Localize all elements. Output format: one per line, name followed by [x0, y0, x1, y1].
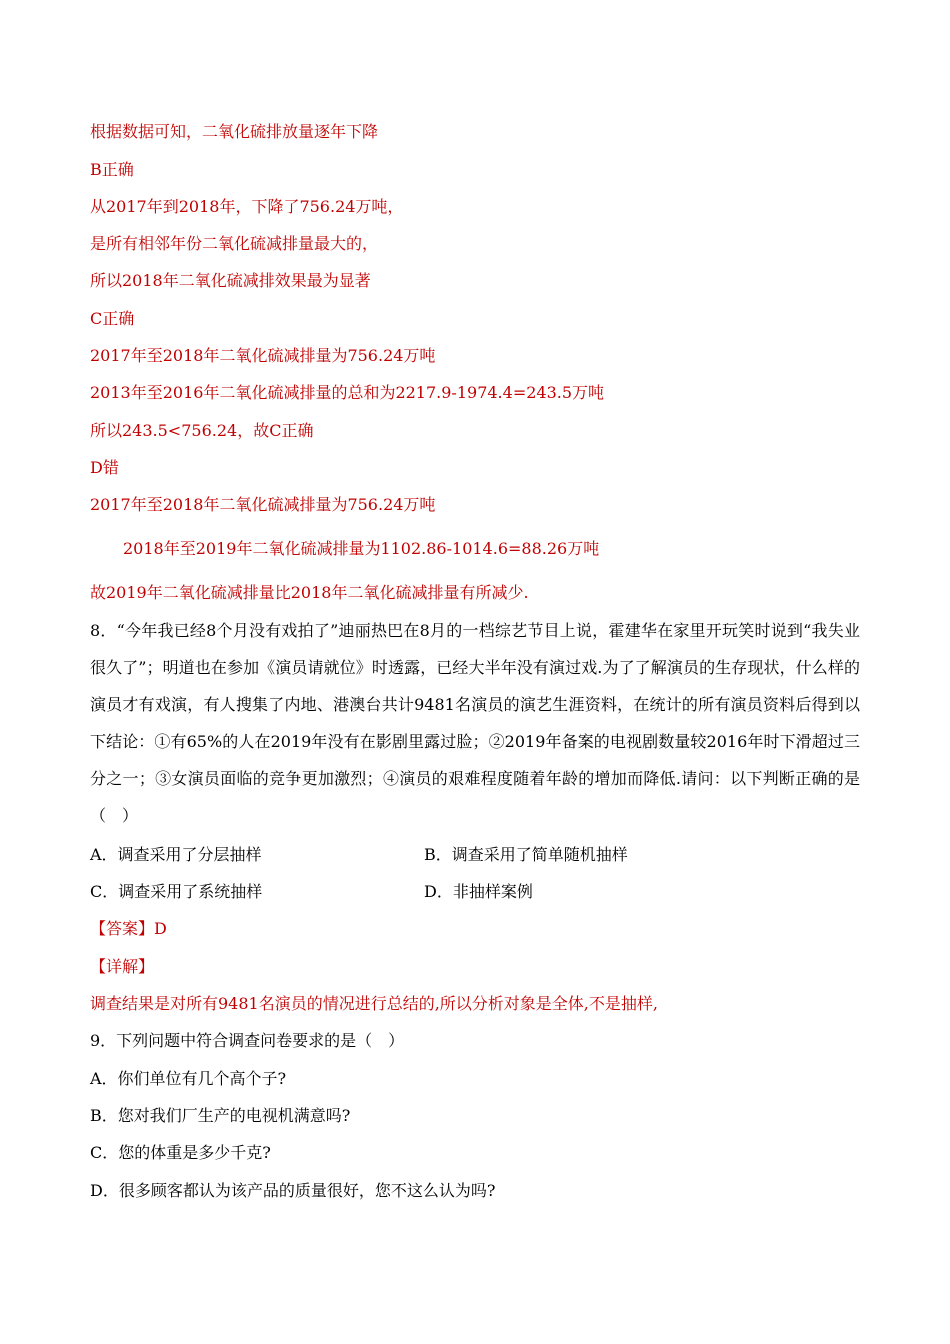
solution-line-2: B正确: [90, 160, 134, 179]
solution-line-3: 从2017年到2018年，下降了756.24万吨，: [90, 197, 404, 216]
question-9-stem: 9．下列问题中符合调查问卷要求的是（ ）: [90, 1031, 405, 1050]
question-9-option-c: C．您的体重是多少千克?: [90, 1143, 271, 1162]
solution-line-10: D错: [90, 458, 119, 477]
question-8-option-b: B．调查采用了简单随机抽样: [424, 845, 628, 864]
solution-line-9: 所以243.5<756.24，故C正确: [90, 421, 314, 440]
question-8-option-d: D．非抽样案例: [424, 882, 533, 901]
solution-line-8: 2013年至2016年二氧化硫减排量的总和为2217.9-1974.4=243.5万吨: [90, 383, 605, 402]
solution-line-6: C正确: [90, 309, 135, 328]
solution-line-11: 2017年至2018年二氧化硫减排量为756.24万吨: [90, 495, 436, 514]
question-9-option-b: B．您对我们厂生产的电视机满意吗?: [90, 1106, 351, 1125]
question-8-detail: 调查结果是对所有9481名演员的情况进行总结的,所以分析对象是全体,不是抽样,: [90, 994, 658, 1013]
question-8-option-a: A．调查采用了分层抽样: [90, 845, 262, 864]
question-9-option-a: A．你们单位有几个高个子?: [90, 1069, 287, 1088]
solution-line-12: 2018年至2019年二氧化硫减排量为1102.86-1014.6=88.26万吨: [123, 539, 600, 558]
question-8-stem: 8．“今年我已经8个月没有戏拍了”迪丽热巴在8月的一档综艺节目上说，霍建华在家里开玩笑时说到“我失业很久了”；明道也在参加《演员请就位》时透露，已经大半年没有演过戏.为了了解演员的生存现状，什么样的演员才有戏演，有人搜集了内地、港澳台共计9481名演员的演艺生涯资料，在统计的所有演员资料后得到以下结论：①有65%的人在2019年没有在影剧里露过脸；②2019年备案的电视剧数量较2016年时下滑超过三分之一；③女演员面临的竞争更加激烈；④演员的艰难程度随着年龄的增加而降低.请问：以下判断正确的是（ ）: [90, 621, 860, 825]
solution-line-4: 是所有相邻年份二氧化硫减排量最大的，: [90, 234, 379, 253]
solution-line-7: 2017年至2018年二氧化硫减排量为756.24万吨: [90, 346, 436, 365]
question-8-answer: 【答案】D: [90, 919, 167, 938]
solution-line-5: 所以2018年二氧化硫减排效果最为显著: [90, 271, 371, 290]
question-8-option-c: C．调查采用了系统抽样: [90, 882, 263, 901]
solution-line-1: 根据数据可知，二氧化硫排放量逐年下降: [90, 122, 379, 141]
question-8-detail-label: 【详解】: [90, 957, 155, 976]
question-9-option-d: D．很多顾客都认为该产品的质量很好，您不这么认为吗?: [90, 1181, 496, 1200]
solution-line-13: 故2019年二氧化硫减排量比2018年二氧化硫减排量有所减少.: [90, 583, 529, 602]
